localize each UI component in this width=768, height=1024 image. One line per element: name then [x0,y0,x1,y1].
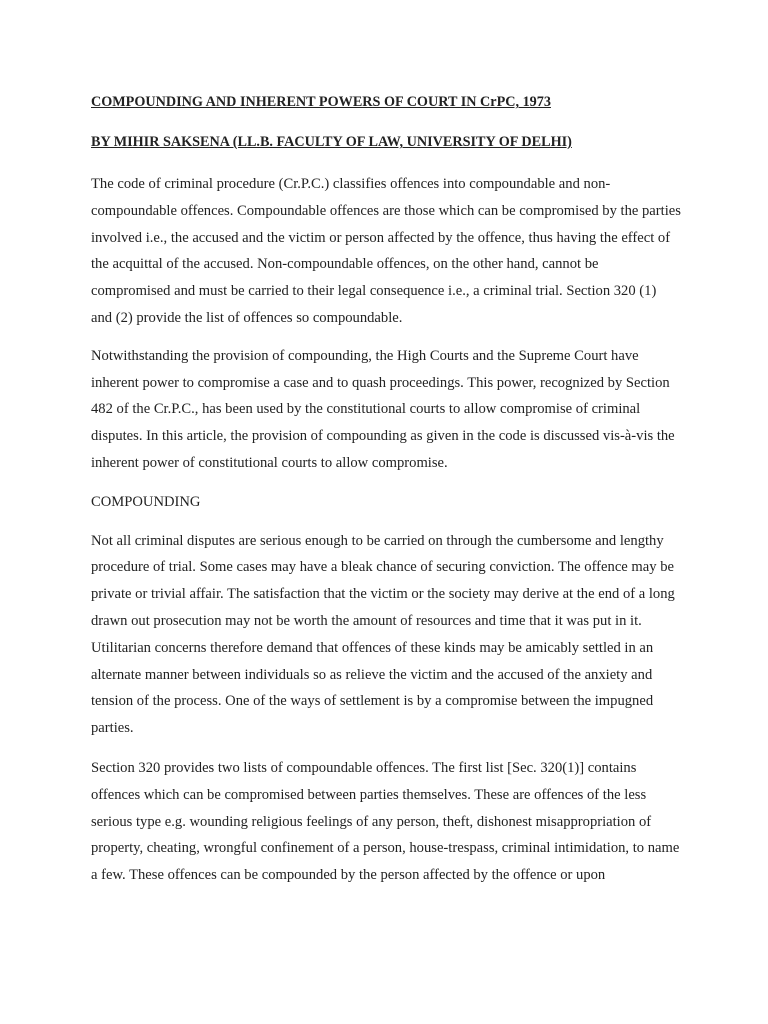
section-heading-compounding: COMPOUNDING [91,493,201,510]
paragraph-inherent-power: Notwithstanding the provision of compounding, the High Courts and the Supreme Court have inherent power to compromise a case and to quash proceedings. This power, recognized by Section 482 of the Cr.P.C., has been used by the constitutional courts to allow compromise of criminal disputes. In this article, the provision of compounding as given in the code is discussed vis-à-vis the inherent power of constitutional courts to allow compromise. [91,347,675,471]
paragraph-intro: The code of criminal procedure (Cr.P.C.) classifies offences into compoundable and non-compoundable offences. Compoundable offences are those which can be compromised by the parties involved i.e., the accused and the victim or person affected by the offence, thus having the effect of the acquittal of the accused. Non-compoundable offences, on the other hand, cannot be compromised and must be carried to their legal consequence i.e., a criminal trial. Section 320 (1) and (2) provide the list of offences so compoundable. [91,176,681,326]
document-title: COMPOUNDING AND INHERENT POWERS OF COURT IN CrPC, 1973 [91,94,551,110]
paragraph-section-320: Section 320 provides two lists of compoundable offences. The first list [Sec. 320(1)] contains offences which can be compromised between parties themselves. These are offences of the less serious type e.g. wounding religious feelings of any person, theft, dishonest misappropriation of property, cheating, wrongful confinement of a person, house-trespass, criminal intimidation, to name a few. These offences can be compounded by the person affected by the offence or upon [91,759,680,884]
paragraph-compounding-rationale: Not all criminal disputes are serious enough to be carried on through the cumbersome and lengthy procedure of trial. Some cases may have a bleak chance of securing conviction. The offence may be private or trivial affair. The satisfaction that the victim or the society may derive at the end of a long drawn out prosecution may not be worth the amount of resources and time that it was put in it. Utilitarian concerns therefore demand that offences of these kinds may be amicably settled in an alternate manner between individuals so as relieve the victim and the accused of the anxiety and tension of the process. One of the ways of settlement is by a compromise between the impugned parties. [91,532,675,737]
document-page [91,91,681,889]
author-byline: BY MIHIR SAKSENA (LL.B. FACULTY OF LAW, UNIVERSITY OF DELHI) [91,134,572,150]
